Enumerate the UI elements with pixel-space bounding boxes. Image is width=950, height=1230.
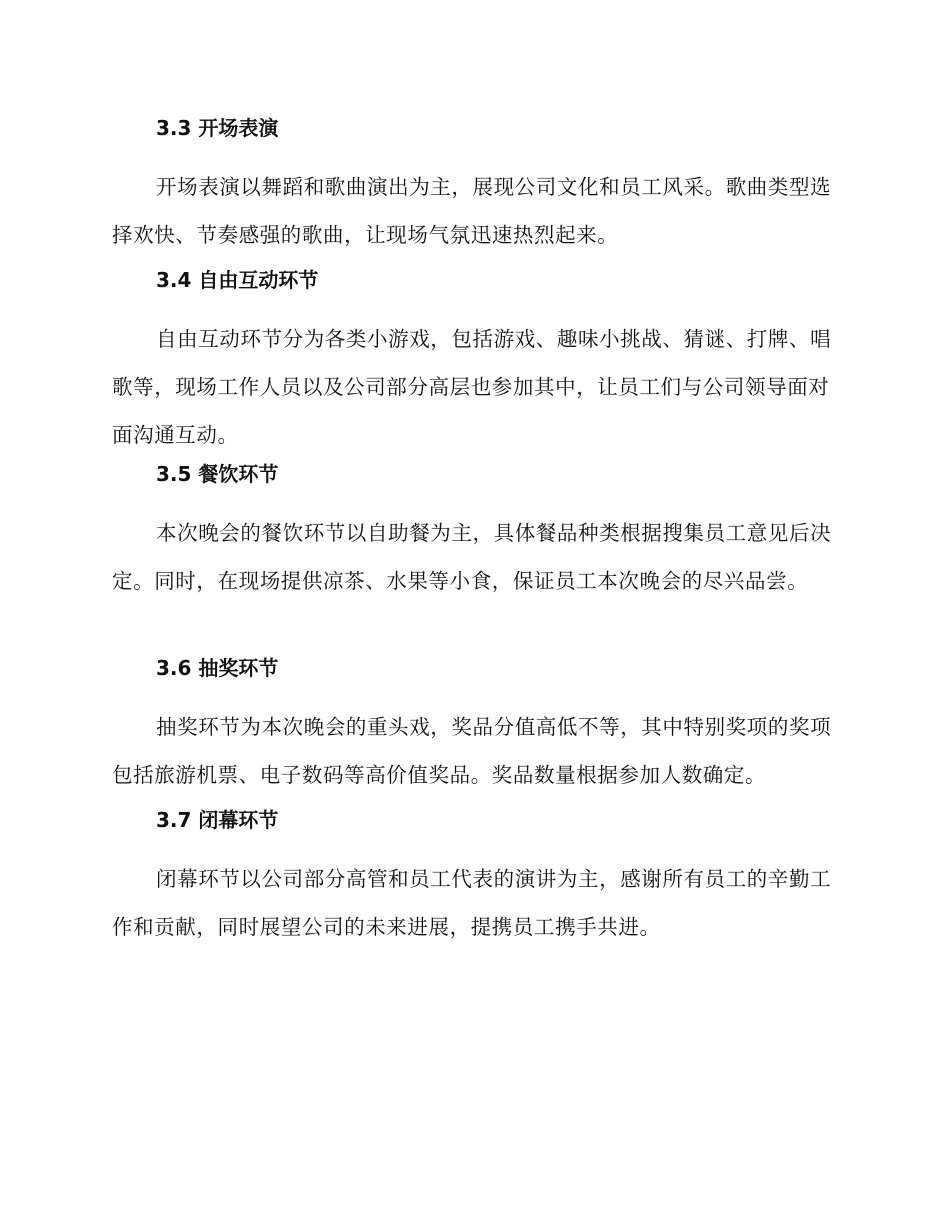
section-heading: 3.5 餐饮环节 <box>156 462 279 486</box>
section-lottery <box>112 653 832 799</box>
section-paragraph: 抽奖环节为本次晚会的重头戏，奖品分值高低不等，其中特别奖项的奖项包括旅游机票、电子数码等高价值奖品。奖品数量根据参加人数确定。 <box>112 715 832 787</box>
section-closing <box>112 805 832 951</box>
section-paragraph: 本次晚会的餐饮环节以自助餐为主，具体餐品种类根据搜集员工意见后决定。同时，在现场提供凉茶、水果等小食，保证员工本次晚会的尽兴品尝。 <box>112 521 832 593</box>
section-heading: 3.6 抽奖环节 <box>156 656 279 680</box>
section-heading: 3.3 开场表演 <box>156 116 279 140</box>
section-heading: 3.7 闭幕环节 <box>156 808 279 832</box>
section-free-interaction <box>112 265 832 459</box>
section-paragraph: 开场表演以舞蹈和歌曲演出为主，展现公司文化和员工风采。歌曲类型选择欢快、节奏感强的歌曲，让现场气氛迅速热烈起来。 <box>112 175 832 247</box>
section-opening-performance <box>112 113 832 259</box>
section-paragraph: 自由互动环节分为各类小游戏，包括游戏、趣味小挑战、猜谜、打牌、唱歌等，现场工作人员以及公司部分高层也参加其中，让员工们与公司领导面对面沟通互动。 <box>112 327 832 447</box>
section-heading: 3.4 自由互动环节 <box>156 268 319 292</box>
section-paragraph: 闭幕环节以公司部分高管和员工代表的演讲为主，感谢所有员工的辛勤工作和贡献，同时展望公司的未来进展，提携员工携手共进。 <box>112 867 832 939</box>
section-catering <box>112 459 832 605</box>
